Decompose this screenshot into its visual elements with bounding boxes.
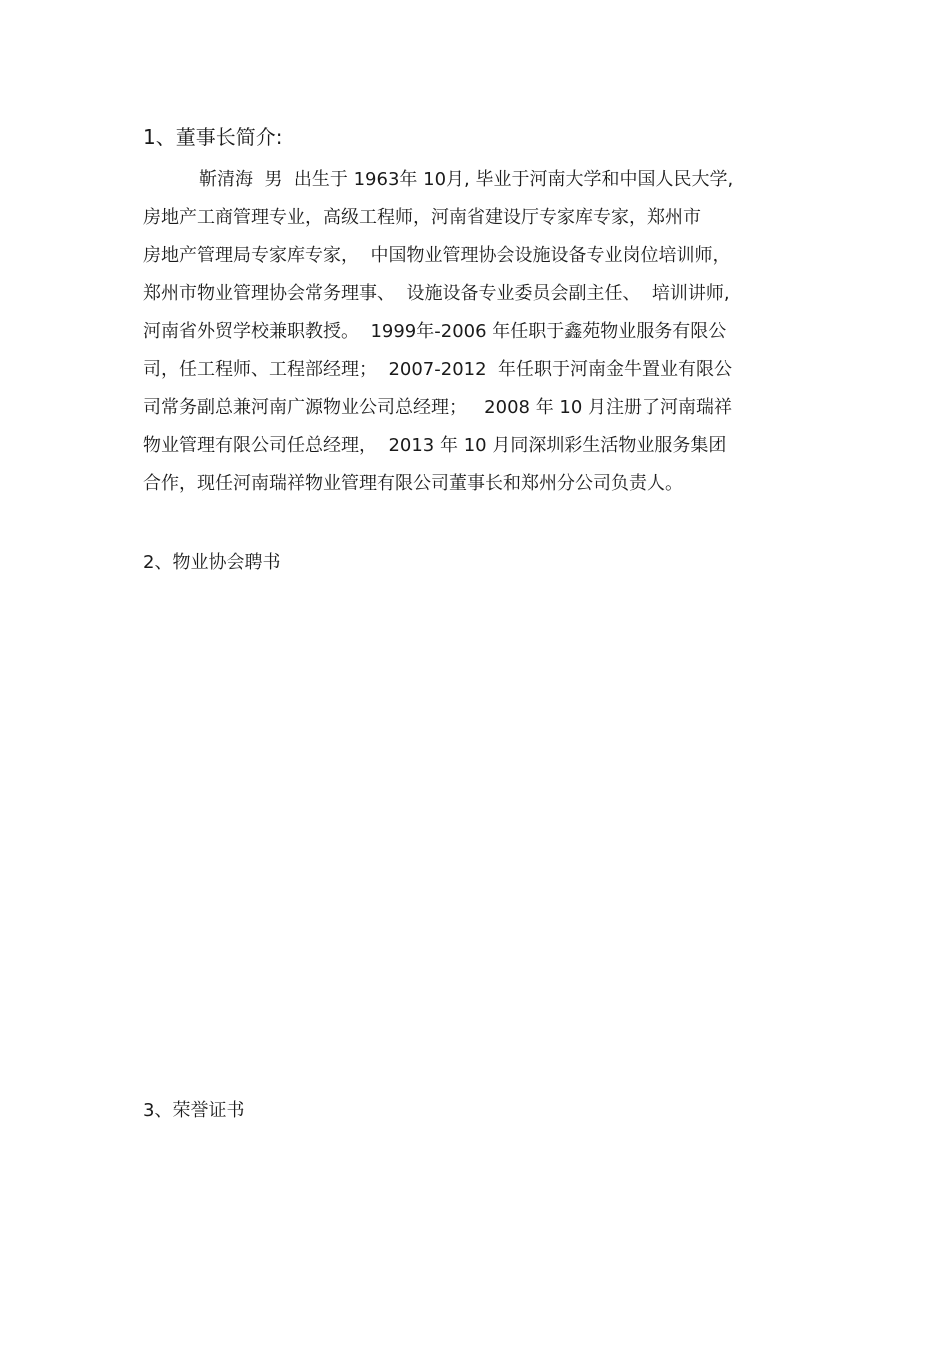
bio-line: 房地产管理局专家库专家， 中国物业管理协会设施设备专业岗位培训师，: [143, 245, 731, 266]
bio-line: 郑州市物业管理协会常务理事、 设施设备专业委员会副主任、 培训讲师,: [143, 283, 730, 304]
section-heading-association-letter: 2、物业协会聘书: [143, 552, 281, 573]
bio-line: 合作，现任河南瑞祥物业管理有限公司董事长和郑州分公司负责人。: [143, 473, 683, 494]
bio-line: 司常务副总兼河南广源物业公司总经理； 2008 年 10 月注册了河南瑞祥: [143, 397, 733, 418]
bio-line: 司，任工程师、工程部经理； 2007-2012 年任职于河南金牛置业有限公: [143, 359, 732, 380]
chairman-bio-paragraph: [143, 161, 843, 503]
section-heading-honor-certificate: 3、荣誉证书: [143, 1100, 245, 1121]
bio-line: 物业管理有限公司任总经理， 2013 年 10 月同深圳彩生活物业服务集团: [143, 435, 727, 456]
bio-line: 河南省外贸学校兼职教授。 1999年-2006 年任职于鑫苑物业服务有限公: [143, 321, 727, 342]
bio-line: 靳清海 男 出生于 1963年 10月, 毕业于河南大学和中国人民大学,: [199, 169, 734, 190]
bio-line: 房地产工商管理专业，高级工程师，河南省建设厅专家库专家，郑州市: [143, 207, 701, 228]
section-heading-chairman-intro: 1、董事长简介:: [143, 125, 283, 149]
